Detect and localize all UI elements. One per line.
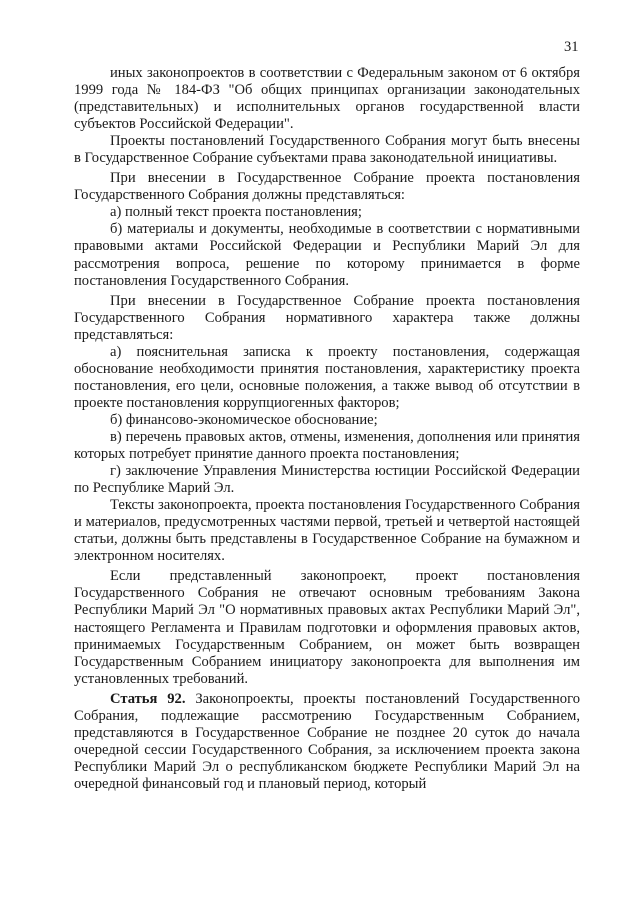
- paragraph-article-92: [74, 691, 580, 793]
- list-item-v-legal-acts-list: в) перечень правовых актов, отмены, изменения, дополнения или принятия которых потребует принятие данного проекта постановления;: [74, 428, 580, 463]
- paragraph-resolution-projects-initiative: Проекты постановлений Государственного Собрания могут быть внесены в Государственное Собрание субъектами права законодательной инициативы.: [74, 133, 580, 167]
- list-item-b-financial-justification: б) финансово-экономическое обоснование;: [110, 411, 378, 428]
- article-92-text: Законопроекты, проекты постановлений Государственного Собрания, подлежащие рассмотрению Государственным Собранием, представляются в Государственное Собрание не позднее 20 суток до начала очередной сессии Государственного Собрания, за исключением проекта закона Республики Марий Эл о республиканском бюджете Республики Марий Эл на очередной финансовый год и плановый период, который: [74, 690, 580, 792]
- paragraph-resolution-requirements-intro: При внесении в Государственное Собрание проекта постановления Государственного Собрания должны представляться:: [74, 170, 580, 204]
- list-item-a-full-text: а) полный текст проекта постановления;: [110, 204, 362, 221]
- paragraph-texts-submission: Тексты законопроекта, проекта постановления Государственного Собрания и материалов, предусмотренных частями первой, третьей и четвертой настоящей статьи, должны быть представлены в Государственное Собрание на бумажном и электронном носителях.: [74, 497, 580, 565]
- list-item-b-materials: б) материалы и документы, необходимые в соответствии с нормативными правовыми актами Российской Федерации и Республики Марий Эл для рассмотрения вопроса, решение по которому принимается в форме постановления Государственного Собрания.: [74, 221, 580, 289]
- page-number: 31: [564, 39, 579, 55]
- paragraph-return-to-initiator: Если представленный законопроект, проект постановления Государственного Собрания не отвечают основным требованиям Закона Республики Марий Эл "О нормативных правовых актах Республики Марий Эл", настоящего Регламента и Правилам подготовки и оформления правовых актов, принимаемых Государственным Собранием, он может быть возвращен Государственным Собранием инициатору законопроекта для выполнения им установленных требований.: [74, 568, 580, 687]
- list-item-g-ministry-conclusion: г) заключение Управления Министерства юстиции Российской Федерации по Республике Марий Эл.: [74, 463, 580, 497]
- list-item-a-explanatory-note: а) пояснительная записка к проекту постановления, содержащая обоснование необходимости принятия постановления, характеристику проекта постановления, его цели, основные положения, а также вывод об отсутствии в проекте постановления коррупциогенных факторов;: [74, 343, 580, 411]
- paragraph-184fz-reference: иных законопроектов в соответствии с Федеральным законом от 6 октября 1999 года № 184-ФЗ "Об общих принципах организации законодательных (представительных) и исполнительных органов государственной власти субъектов Российской Федерации".: [74, 65, 580, 133]
- paragraph-normative-resolution-intro: При внесении в Государственное Собрание проекта постановления Государственного Собрания нормативного характера также должны представляться:: [74, 292, 580, 343]
- article-92-heading: Статья 92.: [110, 690, 186, 707]
- document-body: [74, 65, 580, 793]
